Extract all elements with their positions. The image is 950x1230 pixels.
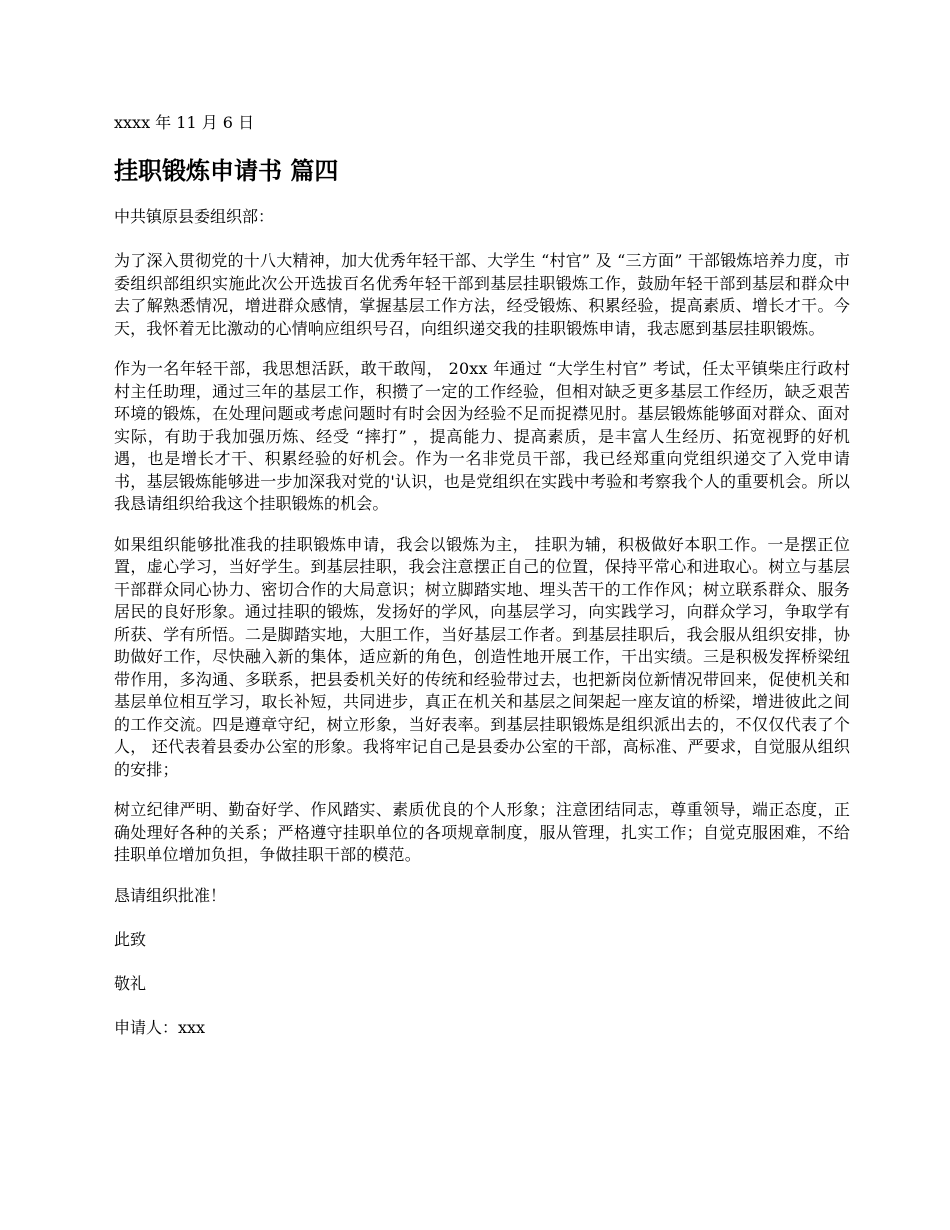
- body-paragraph-4: 树立纪律严明、勤奋好学、作风踏实、素质优良的个人形象；注意团结同志，尊重领导，端正态度，正确处理好各种的关系；严格遵守挂职单位的各项规章制度，服从管理，扎实工作；自觉克服困难，不给挂职单位增加负担，争做挂职干部的模范。: [114, 800, 850, 864]
- request-line: 恳请组织批准！: [114, 885, 227, 905]
- closing-salute: 敬礼: [114, 973, 147, 993]
- closing-respectfully: 此致: [114, 929, 147, 949]
- body-paragraph-3: 如果组织能够批准我的挂职锻炼申请，我会以锻炼为主， 挂职为辅，积极做好本职工作。一是摆正位置，虚心学习，当好学生。到基层挂职，我会注意摆正自己的位置，保持平常心和进取心。树立与基层 干部群众同心协力、密切合作的大局意识；树立脚踏实地、埋头苦干的工作作风；树立联系群众、服务居民的良好形象。通过挂职的锻炼，发扬好的学风，向基层学习，向实践学习，向群众学习，争取学有所获、学有所悟。二是脚踏实地，大胆工作，当好基层工作者。到基层挂职后，我会服从组织安排，协助做好工作，尽快融入新的集体，适应新的角色，创造性地开展工作，干出实绩。三是积极发挥桥梁纽带作用，多沟通、多联系，把县委机关好的传统和经验带过去，也把新岗位新情况带回来，促使机关和基层单位相互学习，取长补短，共同进步，真正在机关和基层之间架起一座友谊的桥梁，增进彼此之间的工作交流。四是遵章守纪，树立形象，当好表率。到基层挂职锻炼是组织派出去的，不仅仅代表了个人， 还代表着县委办公室的形象。我将牢记自己是县委办公室的干部，高标准、严要求，自觉服从组织的安排；: [114, 534, 850, 779]
- applicant-signature: 申请人：xxx: [114, 1017, 206, 1037]
- body-paragraph-1: 为了深入贯彻党的十八大精神，加大优秀年轻干部、大学生 “村官” 及 “三方面” 干部锻炼培养力度，市委组织部组织实施此次公开选拔百名优秀年轻干部到基层挂职锻炼工作，鼓励年轻干部到基层和群众中去了解熟悉情况，增进群众感情，掌握基层工作方法，经受锻炼、积累经验，提高素质、增长才干。今天，我怀着无比激动的心情响应组织号召，向组织递交我的挂职锻炼申请，我志愿到基层挂职锻炼。: [114, 251, 850, 338]
- document-title: 挂职锻炼申请书 篇四: [114, 157, 339, 185]
- salutation: 中共镇原县委组织部：: [114, 207, 275, 226]
- document-date: xxxx 年 11 月 6 日: [114, 113, 255, 132]
- document-page: [114, 112, 850, 1061]
- body-paragraph-2: 作为一名年轻干部，我思想活跃，敢干敢闯， 20xx 年通过 “大学生村官” 考试，任太平镇柴庄行政村村主任助理，通过三年的基层工作，积攒了一定的工作经验，但相对缺乏更多基层工作经历，缺乏艰苦环境的锻炼，在处理问题或考虑问题时有时会因为经验不足而捉襟见肘。基层锻炼能够面对群众、面对实际，有助于我加强历炼、经受 “摔打” ，提高能力、提高素质，是丰富人生经历、拓宽视野的好机遇，也是增长才干、积累经验的好机会。作为一名非党员干部，我已经郑重向党组织递交了入党申请书，基层锻炼能够进一步加深我对党的'认识，也是党组织在实践中考验和考察我个人的重要机会。所以我恳请组织给我这个挂职锻炼的机会。: [114, 359, 850, 513]
